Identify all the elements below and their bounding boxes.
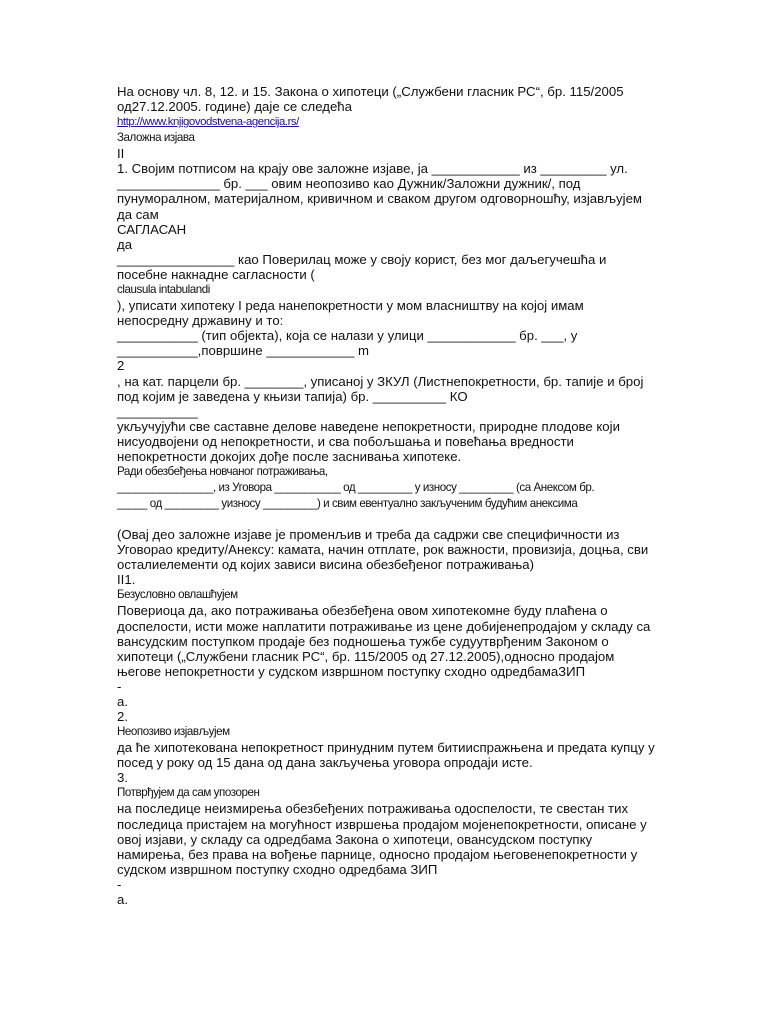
paragraph-line: да (117, 236, 133, 252)
paragraph-line: непосредну државину и то: (117, 313, 284, 329)
paragraph-line: укључујући све саставне делове наведене непокретности, природне плодове који (117, 418, 620, 434)
list-dash: - (117, 876, 122, 892)
list-dash: - (117, 678, 122, 694)
section-marker: II1. (117, 572, 136, 588)
paragraph-line: ___________ (тип објекта), која се налази у улици ____________ бр. ___, у (117, 328, 578, 344)
paragraph-line: Ради обезбеђења новчаног потраживања, (117, 465, 328, 479)
source-link-row (117, 114, 637, 130)
paragraph-line: непокретности докојих дође после заснивања хипотеке. (117, 448, 462, 464)
paragraph-line: нисуодвојени од непокретности, и сва побољшања и повећања вредности (117, 433, 574, 449)
blank-line (117, 512, 637, 527)
paragraph-line: , на кат. парцели бр. ________, уписаној у ЗКУЛ (Листнепокретности, бр. тапије и број (117, 373, 644, 389)
paragraph-line: ), уписати хипотеку I реда нанепокретности у мом власништву на којој имам (117, 298, 584, 314)
document-title: Заложна изјава (117, 131, 195, 145)
section-heading: Безусловно овлашћујем (117, 588, 238, 602)
paragraph-line: ___________ (117, 403, 198, 419)
list-letter: а. (117, 892, 128, 908)
paragraph-line: _____ од _________ уизносу _________) и свим евентуално закљученим будућим анексима (117, 497, 578, 511)
paragraph-line: хипотеци („Службени гласник РС“, бр. 115/2005 од 27.12.2005),односно продајом (117, 648, 615, 664)
paragraph-line: пунуморалном, материјалном, кривичном и сваком другом одговорношћу, изјављујем (117, 191, 642, 207)
list-letter: а. (117, 694, 128, 709)
paragraph-line: вансудским поступком продаје без подношења тужбе судуутврђеним Законом о (117, 633, 609, 649)
paragraph-line: судском извршном поступку сходно одредбама ЗИП (117, 861, 438, 877)
paragraph-line: доспелости, исти може наплатити потраживање из цене добијенепродајом у складу са (117, 618, 651, 634)
paragraph-line: ________________ као Поверилац може у своју корист, без мог даљегучешћа и (117, 251, 607, 267)
paragraph-line: посебне накнадне сагласности ( (117, 266, 315, 282)
section-heading: Потврђујем да сам упозорен (117, 786, 260, 800)
paragraph-line: намирења, без права на вођење парнице, односно продајом његовенепокретности у (117, 846, 638, 862)
paragraph-line: ___________,површине ____________ m (117, 343, 370, 359)
superscript-marker: 2 (117, 358, 125, 374)
paragraph-line: да ће хипотекована непокретност принудним путем битииспражњена и предата купцу у (117, 740, 655, 756)
paragraph-line: 1. Својим потписом на крају ове заложне изјаве, ја ____________ из _________ ул. (117, 161, 628, 177)
paragraph-line: последица пристајем на могућност извршења продајом мојенепокретности, описане у (117, 816, 647, 832)
list-number: 3. (117, 770, 128, 786)
header-line: На основу чл. 8, 12. и 15. Закона о хипотеци („Службени гласник РС“, бр. 115/2005 (117, 84, 624, 99)
document-page (117, 84, 655, 908)
paragraph-line: ________________, из Уговора ___________ од _________ у износу _________ (са Анексом бр. (117, 481, 595, 495)
section-heading: Неопозиво изјављујем (117, 725, 230, 739)
paragraph-line: Уговорао кредиту/Анексу: камата, начин отплате, рок важности, провизија, доцња, сви (117, 542, 649, 558)
paragraph-line: (Овај део заложне изјаве је променљив и треба да садржи све специфичности из (117, 527, 620, 543)
paragraph-line: Повериоца да, ако потраживања обезбеђена овом хипотекомне буду плаћена о (117, 603, 608, 619)
paragraph-line: на последице неизмирења обезбеђених потраживања одоспелости, те свестан тих (117, 801, 629, 817)
clausula-label: clausula intabulandi (117, 283, 210, 297)
paragraph-line: његове непокретности у судском извршном поступку сходно одредбамаЗИП (117, 663, 586, 679)
section-marker: II (117, 146, 125, 162)
paragraph-line: овој изјави, у складу са одредбама Закона о хипотеци, овансудском поступку (117, 831, 593, 847)
list-number: 2. (117, 709, 128, 725)
source-link[interactable]: http://www.knjigovodstvena-agencija.rs/ (117, 116, 299, 129)
paragraph-line: да сам (117, 206, 159, 222)
agree-heading: САГЛАСАН (117, 221, 187, 237)
paragraph-line: посед у року од 15 дана од дана закључења уговора опродаји исте. (117, 755, 533, 771)
paragraph-line: осталиелементи од којих зависи висина обезбеђеног потраживања) (117, 557, 534, 573)
paragraph-line: под којим је заведена у књизи тапија) бр. __________ КО (117, 388, 468, 404)
paragraph-line: ______________ бр. ___ овим неопозиво као Дужник/Заложни дужник/, под (117, 176, 581, 192)
header-line: од27.12.2005. године) даје се следећа (117, 99, 352, 115)
